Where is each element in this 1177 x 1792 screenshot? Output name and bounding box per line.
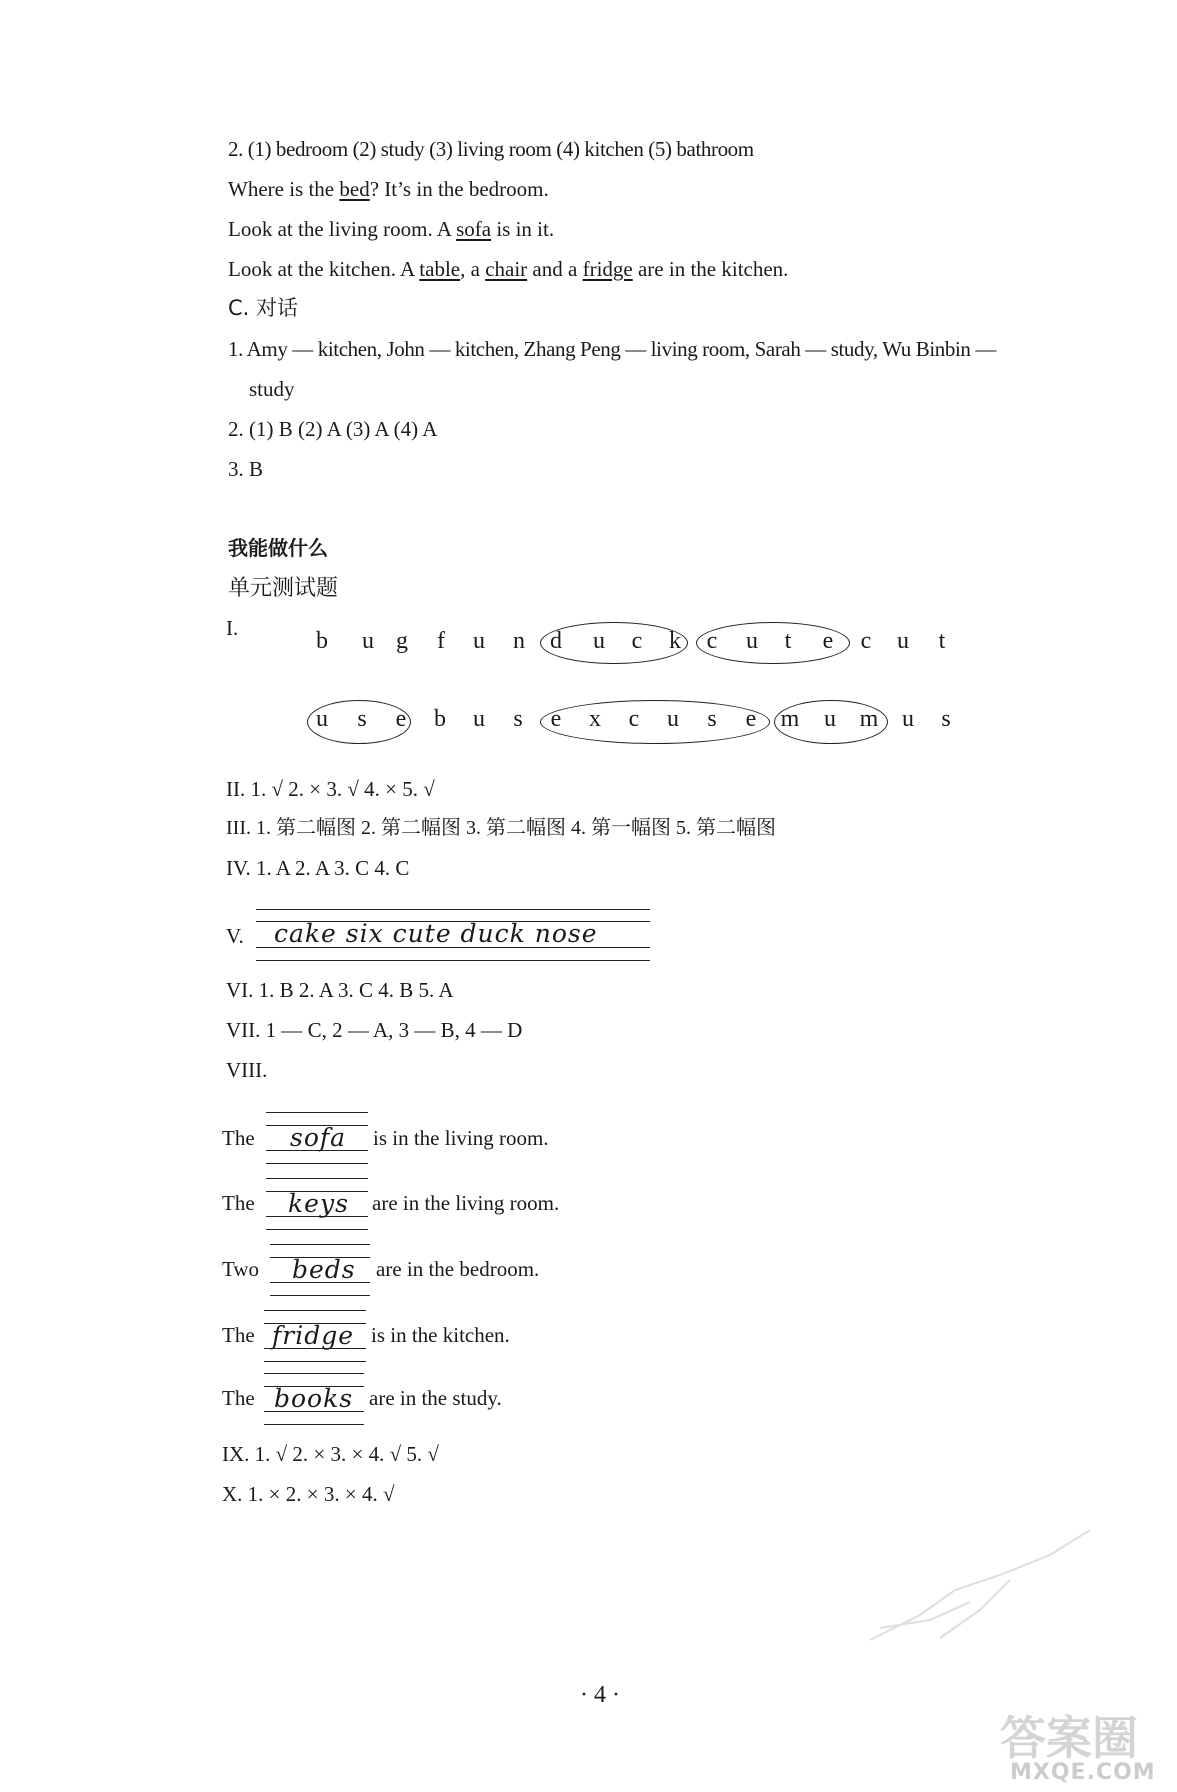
q8-item1-word: sofa	[290, 1123, 347, 1152]
letter: s	[707, 706, 717, 732]
q8-label: VIII.	[226, 1058, 268, 1082]
letter: s	[513, 706, 523, 732]
letter: e	[550, 706, 562, 732]
letter: e	[395, 706, 407, 732]
watermark-url: MXQE.COM	[1010, 1760, 1156, 1785]
circle-use	[307, 700, 411, 744]
page-number: · 4 ·	[580, 1682, 620, 1708]
answer-chair: chair	[485, 257, 528, 281]
b2-room-list: 2. (1) bedroom (2) study (3) living room (4) kitchen (5) bathroom	[228, 137, 754, 161]
c-q3: 3. B	[228, 457, 264, 481]
q8-item2-band	[266, 1178, 368, 1230]
c-q1-line2: study	[249, 377, 295, 401]
q8-item3-pre: Two	[222, 1257, 260, 1281]
q10-answers: X. 1. × 2. × 3. × 4. √	[222, 1482, 395, 1506]
q8-item4-post: is in the kitchen.	[371, 1323, 510, 1347]
q4-answers: IV. 1. A 2. A 3. C 4. C	[226, 856, 410, 880]
letter: n	[513, 628, 525, 654]
answer-sofa: sofa	[456, 217, 492, 241]
q8-item2-word: keys	[288, 1189, 349, 1218]
letter: d	[550, 628, 562, 654]
c-q1-line1: 1. Amy — kitchen, John — kitchen, Zhang Peng — living room, Sarah — study, Wu Binbin —	[228, 337, 996, 361]
circle-duck	[540, 622, 688, 664]
letter: u	[473, 706, 485, 732]
test-title: 单元测试题	[228, 576, 339, 601]
q9-answers: IX. 1. √ 2. × 3. × 4. √ 5. √	[222, 1442, 439, 1466]
q8-item2-post: are in the living room.	[372, 1191, 560, 1215]
q8-item4-word: fridge	[272, 1321, 355, 1350]
section-title: 我能做什么	[228, 536, 328, 560]
letter: c	[860, 628, 872, 654]
scribble-stroke	[880, 1602, 970, 1628]
q8-item1-band	[266, 1112, 368, 1164]
letter: c	[706, 628, 718, 654]
faint-scribble-mark	[860, 1520, 1100, 1650]
letter: t	[784, 628, 792, 654]
answer-table: table	[419, 257, 461, 281]
scribble-stroke	[940, 1580, 1010, 1638]
q7-answers: VII. 1 — C, 2 — A, 3 — B, 4 — D	[226, 1018, 523, 1042]
answer-fridge: fridge	[582, 257, 633, 281]
letter: t	[938, 628, 946, 654]
q3-answers: III. 1. 第二幅图 2. 第二幅图 3. 第二幅图 4. 第一幅图 5. 第二幅图	[226, 817, 776, 839]
letter: u	[473, 628, 485, 654]
q6-answers: VI. 1. B 2. A 3. C 4. B 5. A	[226, 978, 454, 1002]
q8-item3-post: are in the bedroom.	[376, 1257, 540, 1281]
circle-cute	[696, 622, 850, 664]
b2-sentence-1: Where is the bed? It’s in the bedroom.	[228, 177, 549, 201]
b2-sentence-2: Look at the living room. A sofa is in it.	[228, 217, 555, 241]
q8-item5-word: books	[274, 1384, 354, 1413]
q1-label: I.	[226, 616, 239, 640]
q2-answers: II. 1. √ 2. × 3. √ 4. × 5. √	[226, 777, 435, 801]
letter: s	[357, 706, 367, 732]
q8-item5-post: are in the study.	[369, 1386, 502, 1410]
letter: b	[434, 706, 446, 732]
q5-writing-band	[256, 909, 650, 961]
q8-item5-band	[264, 1373, 364, 1425]
q8-item1-pre: The	[222, 1126, 255, 1150]
letter: u	[824, 706, 836, 732]
answer-bed: bed	[339, 177, 370, 201]
letter: e	[822, 628, 834, 654]
letter: x	[589, 706, 601, 732]
letter: b	[316, 628, 328, 654]
letter: u	[667, 706, 679, 732]
circle-mum	[774, 700, 888, 744]
section-c-heading: C. 对话	[228, 296, 299, 320]
letter: u	[902, 706, 914, 732]
q5-label: V.	[226, 924, 244, 948]
letter: k	[669, 628, 681, 654]
letter: m	[780, 706, 800, 732]
q8-item2-pre: The	[222, 1191, 255, 1215]
letter: s	[941, 706, 951, 732]
circle-excuse	[540, 700, 770, 744]
q8-item3-band	[270, 1244, 370, 1296]
watermark-logo: 答案圈	[1000, 1711, 1138, 1765]
letter: m	[859, 706, 879, 732]
letter: e	[745, 706, 757, 732]
letter: c	[631, 628, 643, 654]
letter: u	[746, 628, 758, 654]
letter: u	[897, 628, 909, 654]
q8-item1-post: is in the living room.	[373, 1126, 549, 1150]
q8-item3-word: beds	[292, 1255, 356, 1284]
letter: u	[362, 628, 374, 654]
q8-item5-pre: The	[222, 1386, 255, 1410]
b2-sentence-3: Look at the kitchen. A table, a chair and a fridge are in the kitchen.	[228, 257, 789, 281]
q5-handwritten-words: cake six cute duck nose	[274, 919, 598, 948]
c-q2: 2. (1) B (2) A (3) A (4) A	[228, 417, 438, 441]
letter: f	[437, 628, 445, 654]
q8-item4-band	[264, 1310, 366, 1362]
letter: g	[396, 628, 408, 654]
q8-item4-pre: The	[222, 1323, 255, 1347]
letter: u	[316, 706, 328, 732]
letter: u	[593, 628, 605, 654]
letter: c	[628, 706, 640, 732]
